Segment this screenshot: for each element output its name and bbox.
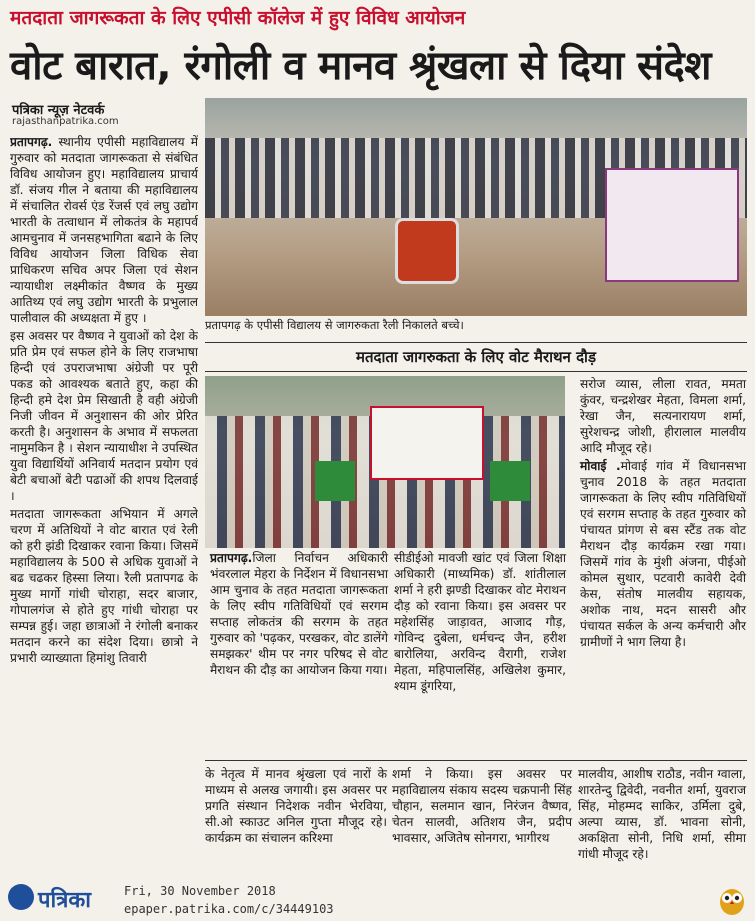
dateline: मोवाई . — [580, 459, 621, 473]
article-column-4 — [580, 376, 746, 652]
edition-date: Fri, 30 November 2018 — [124, 884, 276, 898]
paragraph: इस अवसर पर वैष्णव ने युवाओं को देश के प्रति प्रेम एवं सफल होने के लिए राजभाषा हिन्दी एवं उपराजभाषा अंग्रेजी पर पूरी पकड को आवश्यक बताते हुए, कहा की हिन्दी हमे देश प्रेम सिखाती है वही अंग्रेजी निजी जीवन में अनुशासन की ओर प्रेरित करती है। अनुशासन के अभाव में सफलता नामुमकिन है । सेशन न्यायाधीश ने उपस्थित युवा विद्यार्थियों अनिवार्य मतदान प्रयोग एवं बेटी बचाओं बेटी पढाओं की शपथ दिलवाई । — [10, 329, 198, 503]
footer — [0, 878, 755, 921]
marathon-photo — [205, 376, 565, 548]
section-title: मतदाता जागरुकता के लिए वोट मैराथन दौड़ — [205, 342, 747, 372]
epaper-url[interactable]: epaper.patrika.com/c/34449103 — [124, 902, 334, 916]
owl-icon — [716, 884, 748, 916]
paragraph: सीडीईओ मावजी खांट एवं जिला शिक्षा अधिकारी (माध्यमिक) डॉ. शांतीलाल शर्मा ने हरी झण्डी दिखाकर वोट मेराथन दौड़ को रवाना किया। इस अवसर पर महेशसिंह जाड़ावत, आजाद गौड़, गोविन्द दुबेला, धर्मचन्द जैन, हरीश बारोलिया, अरविन्द वैरागी, राजेश मेहता, महिपालसिंह, अखिलेश कुमार, श्याम डूंगरिया, — [394, 551, 566, 693]
kicker-headline: मतदाता जागरूकता के लिए एपीसी कॉलेज में हुए विविध आयोजन — [10, 7, 466, 29]
article-column-2 — [210, 550, 388, 680]
divider — [205, 760, 747, 761]
rally-photo — [205, 98, 747, 316]
article-column-1 — [10, 134, 198, 894]
brand-logo: पत्रिका — [38, 888, 91, 913]
site-url: rajasthanpatrika.com — [12, 116, 119, 127]
photo-caption: प्रतापगढ़ के एपीसी विद्यालय से जागरुकता रैली निकालते बच्चे। — [205, 318, 464, 332]
paragraph: सरोज व्यास, लीला रावत, ममता कुंवर, चन्द्रशेखर मेहता, विमला शर्मा, रेखा जैन, सत्यनारायण शर्मा, सुरेशचन्द्र जोशी, हीरालाल मालवीय आदि मौजूद रहे। — [580, 377, 746, 455]
green-flag-shape — [315, 461, 355, 501]
green-flag-shape — [490, 461, 530, 501]
paragraph: जिला निर्वाचन अधिकारी भंवरलाल मेहरा के निर्देशन में विधानसभा आम चुनाव के तहत मतदाता जागरूकता के लिए स्वीप गतिविधियों एवं सरगम सप्ताह लोकतंत्र की सरगम के तहत गुरुवार को 'पढ़कर, परखकर, वोट डालेंगे समझकर' थीम पर नगर परिषद से वोट मैराथन की दौड़ का आयोजन किया गया। — [210, 551, 388, 677]
banner-shape — [605, 168, 739, 282]
article-column-7: मालवीय, आशीष राठौड, नवीन ग्वाला, शारतेन्दु द्विवेदी, नवनीत शर्मा, युवराज सिंह, मोहम्मद साकिर, उर्मिला दुबे, अल्पा व्यास, डॉ. भावना सोनी, अकक्षिता सोनी, निधि शर्मा, सीमा गांधी मौजूद रहे। — [578, 767, 746, 861]
dateline: प्रतापगढ़. — [210, 551, 253, 565]
main-headline: वोट बारात, रंगोली व मानव श्रृंखला से दिया संदेश — [10, 43, 711, 89]
article-column-6: शर्मा ने किया। इस अवसर पर महाविद्यालय संकाय सदस्य चक्रपानी सिंह चौहान, सलमान खान, निरंजन वैष्णव, चेतन सालवी, अतिशय जैन, प्रदीप भावसार, अजितेष सोनगरा, भागीरथ — [392, 767, 572, 845]
drum-shape — [395, 218, 459, 284]
dateline: प्रतापगढ़. — [10, 135, 53, 149]
paragraph: मतदाता जागरूकता अभियान में अगले चरण में अतिथियों ने वोट बारात एवं रेली को हरी झंडी दिखाकर रवाना किया। जिसमें महाविद्यालय के 500 से अधिक युवाओं ने बढ चढकर हिस्सा लिया। रैली प्रतापगढ के मुख्य मार्गो गांधी चोराहा, सदर बाजार, गोपालगंज से होते हुए गांधी चोराहा पर सम्पन्न हुई। जहा छात्राओं ने रंगोली बनाकर मतदान करने का संदेश दिया। छात्रो ने प्रभारी व्याख्याता हिमांशु तिवारी — [10, 507, 198, 665]
article-column-5: के नेतृत्व में मानव श्रृंखला एवं नारों के माध्यम से अलख जगायी। इस अवसर पर प्रगति संस्थान निदेशक नवीन भेरविया, सी.ओ स्काउट अनिल गुप्ता मौजूद रहे। कार्यक्रम का संचालन करिश्मा — [205, 767, 387, 845]
patrika-logo-icon — [8, 884, 34, 910]
byline: पत्रिका न्यूज़ नेटवर्क — [12, 103, 105, 118]
banner-shape — [370, 406, 484, 480]
article-column-3 — [394, 550, 566, 696]
paragraph: स्थानीय एपीसी महाविद्यालय में गुरुवार को मतदाता जागरूकता से संबंधित विविध आयोजन हुए। महाविद्यालय प्राचार्य डॉ. संजय गील ने बताया की महाविद्यालय में संचालित रोवर्स एंड रेंजर्स एवं लघु उद्योग भारती के तत्वाधान में लोकतंत्र के महापर्व आमचुनाव में जनसहभागिता बढाने के लिए विविध आयोजन जिला विधिक सेवा प्राधिकरण सचिव अपर जिला एवं सेशन न्यायाधीश लक्ष्मीकांत वैष्णव के मुख्य आतिथ्य एवं लघु उद्योग भारती के प्रभुलाल पालीवाल की अध्यक्षता में हुए । — [10, 135, 198, 325]
paragraph: मोवाई गांव में विधानसभा चुनाव 2018 के तहत मतदाता जागरूकता के लिए स्वीप गतिविधियों एवं सरगम सप्ताह के तहत गुरुवार को पंचायत प्रांगण से बस स्टैंड तक वोट मैराथन दौड़ कार्यक्रम रखा गया। जिसमें गांव के मुंशी अंजना, पीईओ कोमल सुथार, पटवारी कावेरी देवी केस, संतोष मालवीय सहायक, अशोक नाथ, मदन सासरी और पंचायत सर्कल के अन्य कर्मचारी और ग्रामीणों ने भाग लिया है। — [580, 459, 746, 649]
